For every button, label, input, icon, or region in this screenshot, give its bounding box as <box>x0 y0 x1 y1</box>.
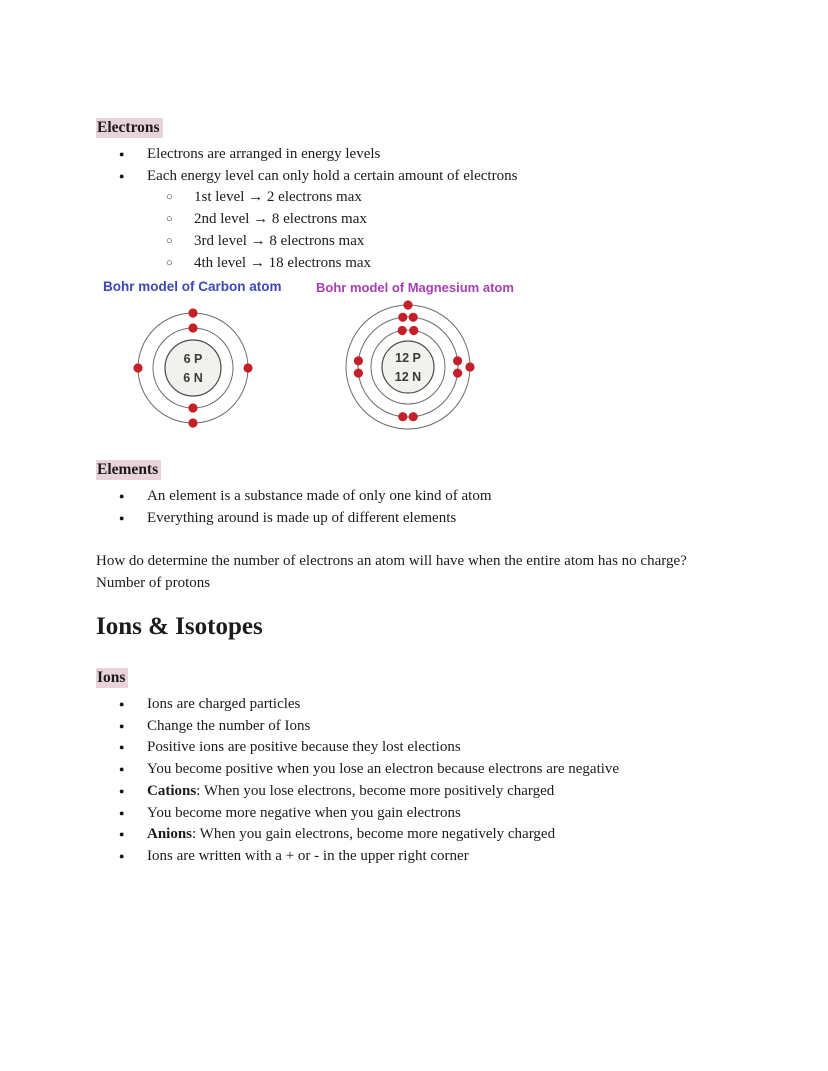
bullet-item <box>96 166 736 275</box>
nucleus-label: 6 P <box>183 352 203 366</box>
electron-dot <box>409 326 418 335</box>
bullet-text: Positive ions are positive because they lost elections <box>147 739 461 756</box>
bullet-item <box>96 508 736 530</box>
nucleus <box>382 341 434 393</box>
electron-dot <box>398 412 407 421</box>
ions-heading-row <box>96 667 736 689</box>
question-paragraph: How do determine the number of electrons an atom will have when the entire atom has no charge? Number of protons <box>96 553 687 591</box>
sub-bullet-text: 4th level → 18 electrons max <box>194 254 372 271</box>
section-ions <box>96 667 736 868</box>
nucleus-label: 12 N <box>394 370 422 384</box>
electron-dot <box>188 403 197 412</box>
sub-bullet-item <box>147 253 736 275</box>
magnesium-diagram-label: Bohr model of Magnesium atom <box>316 280 514 295</box>
bohr-model-magnesium-diagram <box>338 297 478 437</box>
bullet-bold-text: Anions <box>147 826 193 843</box>
electron-dot <box>354 369 363 378</box>
bullet-item <box>96 824 736 846</box>
bullet-text: You become more negative when you gain electrons <box>147 804 461 821</box>
electron-dot <box>243 363 252 372</box>
electrons-heading-row <box>96 117 736 139</box>
bullet-item <box>96 781 736 803</box>
electron-dot <box>409 313 418 322</box>
electron-dot <box>188 418 197 427</box>
bullet-item <box>96 759 736 781</box>
bullet-item <box>96 737 736 759</box>
heading-elements: Elements <box>96 460 161 480</box>
bullet-item <box>96 716 736 738</box>
electron-dot <box>188 323 197 332</box>
bullet-item <box>96 144 736 166</box>
nucleus-label: 12 P <box>395 351 421 365</box>
sub-bullet-item <box>147 187 736 209</box>
bullet-item <box>96 486 736 508</box>
elements-heading-row <box>96 459 736 481</box>
section-elements <box>96 459 736 529</box>
electron-dot <box>398 326 407 335</box>
bullet-text: Change the number of Ions <box>147 717 311 734</box>
bullet-text: Everything around is made up of different elements <box>147 509 457 526</box>
electron-dot <box>403 300 412 309</box>
ions-bullet-list <box>96 694 736 868</box>
sub-bullet-item <box>147 209 736 231</box>
sub-bullet-text: 3rd level → 8 electrons max <box>194 232 365 249</box>
sub-bullet-text: 1st level → 2 electrons max <box>194 189 362 206</box>
section-electrons <box>96 117 736 274</box>
bullet-text: You become positive when you lose an electron because electrons are negative <box>147 761 620 778</box>
energy-levels-list <box>147 187 736 274</box>
bohr-model-carbon-diagram <box>125 300 261 436</box>
bullet-text: : When you gain electrons, become more negatively charged <box>192 826 556 843</box>
bullet-text: Each energy level can only hold a certain amount of electrons <box>147 167 518 184</box>
heading-ions: Ions <box>96 668 128 688</box>
bullet-text: An element is a substance made of only one kind of atom <box>147 488 492 504</box>
bullet-item <box>96 846 736 868</box>
nucleus <box>165 340 221 396</box>
bullet-item <box>96 694 736 716</box>
nucleus-label: 6 N <box>183 371 203 385</box>
heading-electrons: Electrons <box>96 118 163 138</box>
bullet-item <box>96 803 736 825</box>
electron-dot <box>453 356 462 365</box>
electron-dot <box>409 412 418 421</box>
electron-dot <box>188 308 197 317</box>
bullet-bold-text: Cations <box>147 782 197 799</box>
sub-bullet-item <box>147 231 736 253</box>
bullet-text: Ions are charged particles <box>147 696 301 712</box>
bullet-text: : When you lose electrons, become more positively charged <box>196 782 555 799</box>
electron-dot <box>398 313 407 322</box>
electron-dot <box>354 356 363 365</box>
electron-dot <box>465 362 474 371</box>
electrons-bullet-list <box>96 144 736 274</box>
bullet-text: Electrons are arranged in energy levels <box>147 146 381 162</box>
bullet-text: Ions are written with a + or - in the upper right corner <box>147 847 469 864</box>
sub-bullet-text: 2nd level → 8 electrons max <box>194 211 367 228</box>
main-heading: Ions & Isotopes <box>96 613 263 640</box>
carbon-diagram-label: Bohr model of Carbon atom <box>103 279 282 294</box>
electron-dot <box>453 369 462 378</box>
electron-dot <box>133 363 142 372</box>
elements-bullet-list <box>96 486 736 529</box>
